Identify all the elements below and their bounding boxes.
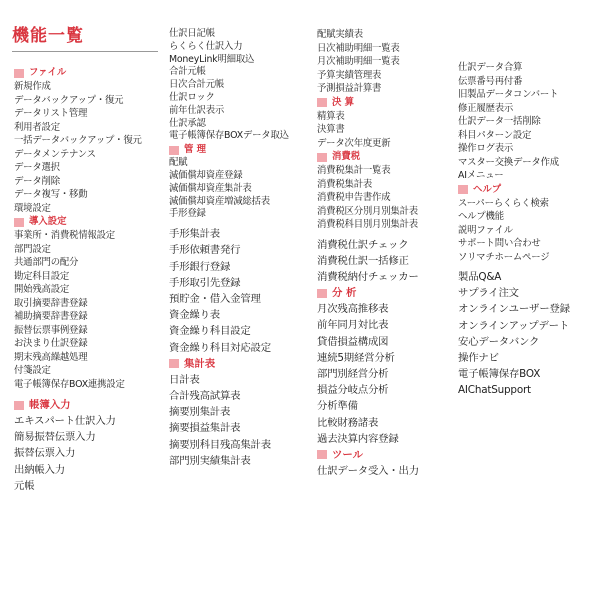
utility-menu-item: 仕訳データ一括削除 (458, 116, 541, 127)
summary-menu-item: 部門別実績集計表 (169, 454, 251, 467)
section-setup-heading: 導入設定 (14, 215, 142, 229)
file-menu-item: データリスト管理 (14, 108, 88, 119)
utility-menu-item: 伝票番号再付番 (458, 75, 523, 87)
tax-menu-item: 消費税仕訳一括修正 (317, 254, 409, 267)
section-analysis (317, 301, 419, 447)
tax-menu-item: 消費税納付チェッカー (317, 270, 419, 283)
manage-menu-item: 手形取引先登録 (169, 276, 241, 289)
tax-menu-item: 消費税仕訳チェック (317, 238, 409, 251)
tax-menu-item: 消費税科目別月別集計表 (317, 219, 418, 230)
manage-menu-item: 資金繰り科目設定 (169, 325, 251, 338)
file-menu-item: データ選択 (14, 162, 60, 173)
ledger-menu-item: 合計元帳 (169, 66, 206, 78)
section-manage-heading: 管 理 (169, 143, 289, 157)
help-menu-item: 製品Q&A (458, 271, 502, 283)
section-help (458, 197, 570, 265)
setup-menu-item: 取引摘要辞書登録 (14, 297, 88, 309)
ledger-menu-item: らくらく仕訳入力 (169, 40, 243, 52)
summary-menu-item: 摘要別集計表 (169, 406, 231, 419)
help-menu-item: スーパーらくらく検索 (458, 197, 549, 209)
analysis-menu-item: 貸借損益構成図 (317, 335, 389, 348)
ledger-menu-item: 仕訳ロック (169, 91, 215, 103)
setup-menu-item: 付箋設定 (14, 365, 51, 376)
report-menu-item: 月次補助明細一覧表 (317, 56, 400, 67)
help-menu-item: オンラインアップデート (458, 319, 570, 332)
help-menu-item: ヘルプ機能 (458, 211, 504, 222)
file-menu-item: データ複写・移動 (14, 189, 88, 200)
analysis-menu-item: 月次残高推移表 (317, 303, 389, 316)
analysis-menu-item: 損益分岐点分析 (317, 384, 389, 397)
utility-menu-item: 仕訳データ合算 (458, 62, 523, 73)
column-2 (169, 28, 289, 469)
tax-menu-item: 消費税集計表 (317, 178, 373, 190)
manage-menu-item: 手形依頼書発行 (169, 244, 241, 257)
entry-menu-item: 簡易振替伝票入力 (14, 431, 96, 444)
setup-menu-item: 部門設定 (14, 243, 51, 255)
section-reports (317, 28, 419, 96)
manage-menu-item: 資金繰り表 (169, 309, 220, 322)
analysis-menu-item: 連続5期経営分析 (317, 351, 395, 364)
help-menu-item: サプライ注文 (458, 287, 519, 300)
square-marker-icon (14, 69, 24, 78)
title-divider (12, 51, 158, 52)
setup-menu-item: 開始残高設定 (14, 284, 70, 295)
entry-menu-item: 振替伝票入力 (14, 447, 76, 460)
analysis-menu-item: 分析準備 (317, 400, 358, 413)
section-file-heading: ファイル (14, 66, 142, 80)
setup-menu-item: 補助摘要辞書登録 (14, 311, 88, 322)
ledger-menu-item: MoneyLink明細取込 (169, 53, 255, 65)
section-tax-2 (317, 237, 419, 286)
section-tools-heading: ツール (317, 447, 419, 463)
tools-menu-item: 仕訳データ受入・出力 (317, 464, 419, 477)
utility-menu-item: マスター交換データ作成 (458, 156, 559, 168)
manage-menu-item: 配賦 (169, 157, 188, 169)
file-menu-item: データメンテナンス (14, 148, 96, 160)
file-menu-item: 新規作成 (14, 81, 51, 92)
analysis-menu-item: 前年同月対比表 (317, 319, 389, 332)
help-menu-item: サポート問い合わせ (458, 238, 541, 249)
file-menu-item: 利用者設定 (14, 121, 60, 133)
utility-menu-item: 旧製品データコンバート (458, 89, 559, 100)
square-marker-icon (169, 146, 179, 155)
utility-menu-item: 修正履歴表示 (458, 102, 514, 114)
ledger-menu-item: 電子帳簿保存BOXデータ取込 (169, 130, 289, 142)
section-manage-2 (169, 226, 289, 356)
file-menu-item: データ削除 (14, 175, 60, 187)
utility-menu-item: 操作ログ表示 (458, 143, 514, 154)
manage-menu-item: 手形銀行登録 (169, 260, 231, 273)
settle-menu-item: データ次年度更新 (317, 137, 391, 149)
section-analysis-heading: 分 析 (317, 285, 419, 301)
square-marker-icon (14, 401, 24, 410)
section-manage (169, 157, 289, 221)
ledger-menu-item: 前年仕訳表示 (169, 104, 225, 116)
ledger-menu-item: 仕訳承認 (169, 117, 206, 129)
report-menu-item: 予測損益計算書 (317, 83, 382, 94)
setup-menu-item: 電子帳簿保存BOX連携設定 (14, 378, 125, 390)
square-marker-icon (317, 153, 327, 162)
utility-menu-item: 科目パターン設定 (458, 129, 532, 141)
help-menu-item: 説明ファイル (458, 224, 513, 236)
section-tax (317, 164, 419, 232)
square-marker-icon (169, 359, 179, 368)
page-title: 機能一覧 (12, 26, 84, 46)
manage-menu-item: 資金繰り科目対応設定 (169, 341, 271, 354)
column-1 (14, 66, 142, 494)
section-setup (14, 229, 142, 391)
help-menu-item: 電子帳簿保存BOX (458, 368, 541, 381)
section-settle (317, 110, 419, 151)
entry-menu-item: エキスパート仕訳入力 (14, 415, 116, 427)
square-marker-icon (458, 185, 468, 194)
section-settle-heading: 決 算 (317, 96, 419, 110)
section-utilities (458, 61, 570, 183)
entry-menu-item: 元帳 (14, 479, 35, 492)
square-marker-icon (14, 218, 24, 227)
summary-menu-item: 日計表 (169, 373, 200, 386)
section-ledger (169, 28, 289, 143)
setup-menu-item: 勘定科目設定 (14, 270, 70, 282)
section-tax-heading: 消費税 (317, 150, 419, 164)
section-help-2 (458, 269, 570, 399)
settle-menu-item: 決算書 (317, 124, 345, 135)
manage-menu-item: 減価償却資産登録 (169, 169, 243, 181)
column-3 (317, 28, 419, 479)
setup-menu-item: 期末残高繰越処理 (14, 351, 88, 363)
section-entry-heading: 帳簿入力 (14, 397, 142, 413)
report-menu-item: 予算実績管理表 (317, 69, 382, 81)
help-menu-item: オンラインユーザー登録 (458, 303, 570, 316)
section-help-heading: ヘルプ (458, 183, 570, 197)
tax-menu-item: 消費税集計一覧表 (317, 165, 391, 176)
summary-menu-item: 摘要損益集計表 (169, 422, 241, 435)
analysis-menu-item: 比較財務諸表 (317, 416, 379, 429)
section-tools (317, 463, 419, 479)
tax-menu-item: 消費税申告書作成 (317, 192, 391, 203)
square-marker-icon (317, 98, 327, 107)
ledger-menu-item: 日次合計元帳 (169, 79, 225, 91)
square-marker-icon (317, 289, 327, 298)
manage-menu-item: 預貯金・借入金管理 (169, 292, 261, 305)
help-menu-item: 操作ナビ (458, 352, 499, 365)
section-file (14, 80, 142, 215)
file-menu-item: 一括データバックアップ・復元 (14, 135, 142, 146)
square-marker-icon (317, 450, 327, 459)
file-menu-item: 環境設定 (14, 202, 51, 214)
setup-menu-item: 振替伝票事例登録 (14, 324, 88, 336)
analysis-menu-item: 過去決算内容登録 (317, 432, 399, 445)
manage-menu-item: 減価償却資産増減総括表 (169, 195, 270, 207)
settle-menu-item: 精算表 (317, 110, 345, 122)
help-menu-item: 安心データバンク (458, 335, 540, 348)
tax-menu-item: 消費税区分別月別集計表 (317, 205, 418, 217)
summary-menu-item: 摘要別科目残高集計表 (169, 438, 271, 451)
section-summary (169, 372, 289, 469)
setup-menu-item: 事業所・消費税情報設定 (14, 230, 115, 241)
file-menu-item: データバックアップ・復元 (14, 94, 124, 106)
help-menu-item: AIChatSupport (458, 384, 531, 397)
help-menu-item: ソリマチホームページ (458, 251, 550, 263)
ledger-menu-item: 仕訳日記帳 (169, 28, 215, 39)
setup-menu-item: お決まり仕訳登録 (14, 338, 88, 349)
report-menu-item: 日次補助明細一覧表 (317, 42, 400, 54)
utility-menu-item: AIメニュー (458, 170, 504, 181)
manage-menu-item: 減価償却資産集計表 (169, 182, 252, 194)
summary-menu-item: 合計残高試算表 (169, 389, 241, 402)
report-menu-item: 配賦実績表 (317, 29, 363, 40)
analysis-menu-item: 部門別経営分析 (317, 367, 389, 380)
section-summary-heading: 集計表 (169, 356, 289, 372)
manage-menu-item: 手形集計表 (169, 228, 220, 241)
manage-menu-item: 手形登録 (169, 208, 206, 220)
section-entry (14, 413, 142, 494)
setup-menu-item: 共通部門の配分 (14, 257, 79, 268)
entry-menu-item: 出納帳入力 (14, 463, 65, 476)
column-4 (458, 61, 570, 399)
